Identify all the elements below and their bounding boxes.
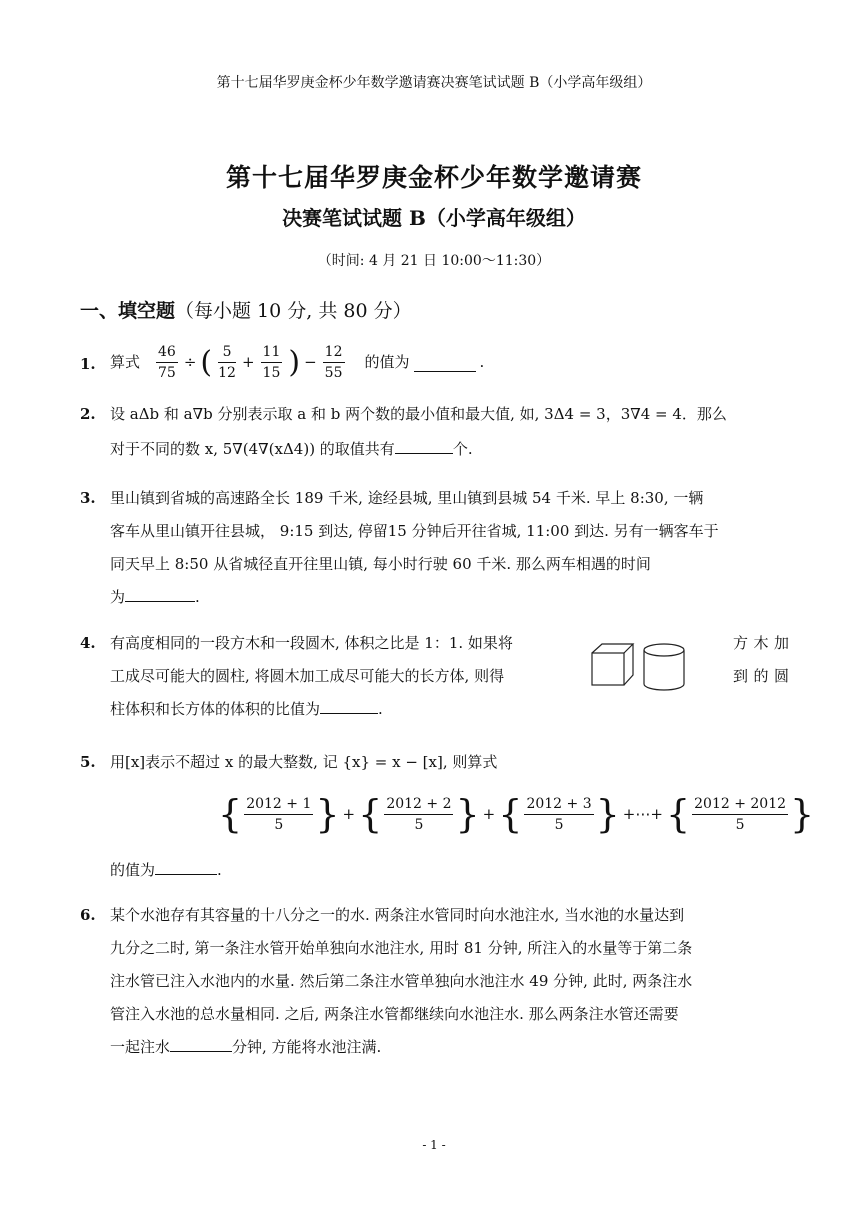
q2-line-end: 个. [452,440,473,458]
q3-line: 里山镇到省城的高速路全长 189 千米, 途经县城, 里山镇到县城 54 千米. 早上 8:30, 一辆 [110,489,704,507]
q6-line: 九分之二时, 第一条注水管开始单独向水池注水, 用时 81 分钟, 所注入的水量等于第二条 [110,939,693,957]
running-header: 第十七届华罗庚金杯少年数学邀请赛决赛笔试试题 B（小学高年级组） [216,75,652,91]
q3-line: 为 [110,588,126,606]
question-3: 3. 里山镇到省城的高速路全长 189 千米, 途经县城, 里山镇到县城 54 千米. 早上 8:30, 一辆 客车从里山镇开往县城， 9:15 到达, 停留15 分钟后开往省城, 11:00 到达. 另有一辆客车于 同天早上 8:50 从省城径直开往里山镇, 每小时行驶 60 千米. 那么两车相遇的时间 为 . [80,482,790,614]
q6-line-end: 分钟, 方能将水池注满. [232,1038,382,1056]
question-number: 1. [80,355,96,373]
section-note: （每小题 10 分, 共 80 分） [175,300,412,322]
question-4: 4. 有高度相同的一段方木和一段圆木, 体积之比是 1：1. 如果将 工成尽可能大的圆柱, 将圆木加工成尽可能大的长方体, 则得 柱体积和长方体的体积的比值为 . [80,627,790,726]
q6-line: 注水管已注入水池内的水量. 然后第二条注水管单独向水池注水 49 分钟, 此时, 两条注水 [110,972,693,990]
question-number: 4. [80,634,96,652]
q2-line: 对于不同的数 x, 5∇(4∇(xΔ4)) 的取值共有 [110,440,395,458]
q4-side-text: 方木加 [733,634,789,652]
exam-time: （时间: 4 月 21 日 10:00～11:30） [317,253,551,269]
fraction: $\frac{12}{55}$ [324,344,343,381]
fraction: $\frac{2012 + 3}{5}$ [526,795,592,833]
fraction: $\frac{5}{12}$ [218,344,236,381]
question-5-end: 的值为 . [80,854,790,887]
q6-line: 一起注水 [110,1038,171,1056]
fraction: $\frac{46}{75}$ [158,344,176,381]
page-number: - 1 - [422,1138,446,1152]
cylinder-icon [644,644,684,690]
q6-line: 某个水池存有其容量的十八分之一的水. 两条注水管同时向水池注水, 当水池的水量达到 [110,906,685,924]
answer-blank[interactable] [170,1033,232,1052]
fraction: $\frac{11}{15}$ [262,344,281,381]
answer-blank[interactable] [155,856,217,875]
page-subtitle: 决赛笔试试题 B（小学高年级组） [282,206,586,230]
q2-line: 设 aΔb 和 a∇b 分别表示取 a 和 b 两个数的最小值和最大值, 如, 3Δ4 = 3，3∇4 = 4．那么 [110,405,727,423]
question-5 [80,746,790,779]
question-6 [80,899,790,1064]
answer-blank[interactable] [125,583,195,602]
q6-line: 管注入水池的总水量相同. 之后, 两条注水管都继续向水池注水. 那么两条注水管还需要 [110,1005,679,1023]
question-number: 3. [80,489,96,507]
answer-blank[interactable] [395,435,453,454]
fraction: $\frac{2012 + 2012}{5}$ [694,795,787,833]
page-title: 第十七届华罗庚金杯少年数学邀请赛 [225,163,642,192]
question-2 [80,398,790,466]
question-number: 2. [80,405,96,423]
q3-line: 客车从里山镇开往县城， 9:15 到达, 停留15 分钟后开往省城, 11:00 到达. 另有一辆客车于 [110,522,719,540]
q4-side-text: 到的圆 [733,667,789,685]
cube-cylinder-figure [590,641,700,693]
section-label: 一、填空题 [80,300,176,322]
q4-line: 有高度相同的一段方木和一段圆木, 体积之比是 1：1. 如果将 [110,634,513,652]
q5-line: 用[x]表示不超过 x 的最大整数, 记 {x} = x − [x], 则算式 [110,753,498,771]
q4-line: 工成尽可能大的圆柱, 将圆木加工成尽可能大的长方体, 则得 [110,667,505,685]
cube-icon [592,644,633,685]
fraction: $\frac{2012 + 1}{5}$ [246,795,312,833]
q4-line: 柱体积和长方体的体积的比值为 [110,700,321,718]
question-1: 1. 算式 $\frac{46}{75}$ ÷ ( $\frac{5}{12}$ + $\frac{11}{15}$ ) − $\frac{12}{55}$ 的值为 . [80,344,485,381]
answer-blank[interactable] [414,353,476,372]
fraction: $\frac{2012 + 2}{5}$ [386,795,452,833]
q1-suffix: 的值为 [364,353,410,371]
section-heading [80,296,412,323]
answer-blank[interactable] [320,695,378,714]
q5-line: 的值为 [110,861,156,879]
question-number: 6. [80,906,96,924]
q5-expression: { $\frac{2012 + 1}{5}$ } + { $\frac{2012 + 2}{5}$ } + { $\frac{2012 + 3}{5}$ } +⋯+ { $\frac{2012 + 2012}{5}$ } [218,792,815,836]
question-number: 5. [80,753,96,771]
q1-prefix: 算式 [110,353,141,371]
q3-line: 同天早上 8:50 从省城径直开往里山镇, 每小时行驶 60 千米. 那么两车相遇的时间 [110,555,651,573]
